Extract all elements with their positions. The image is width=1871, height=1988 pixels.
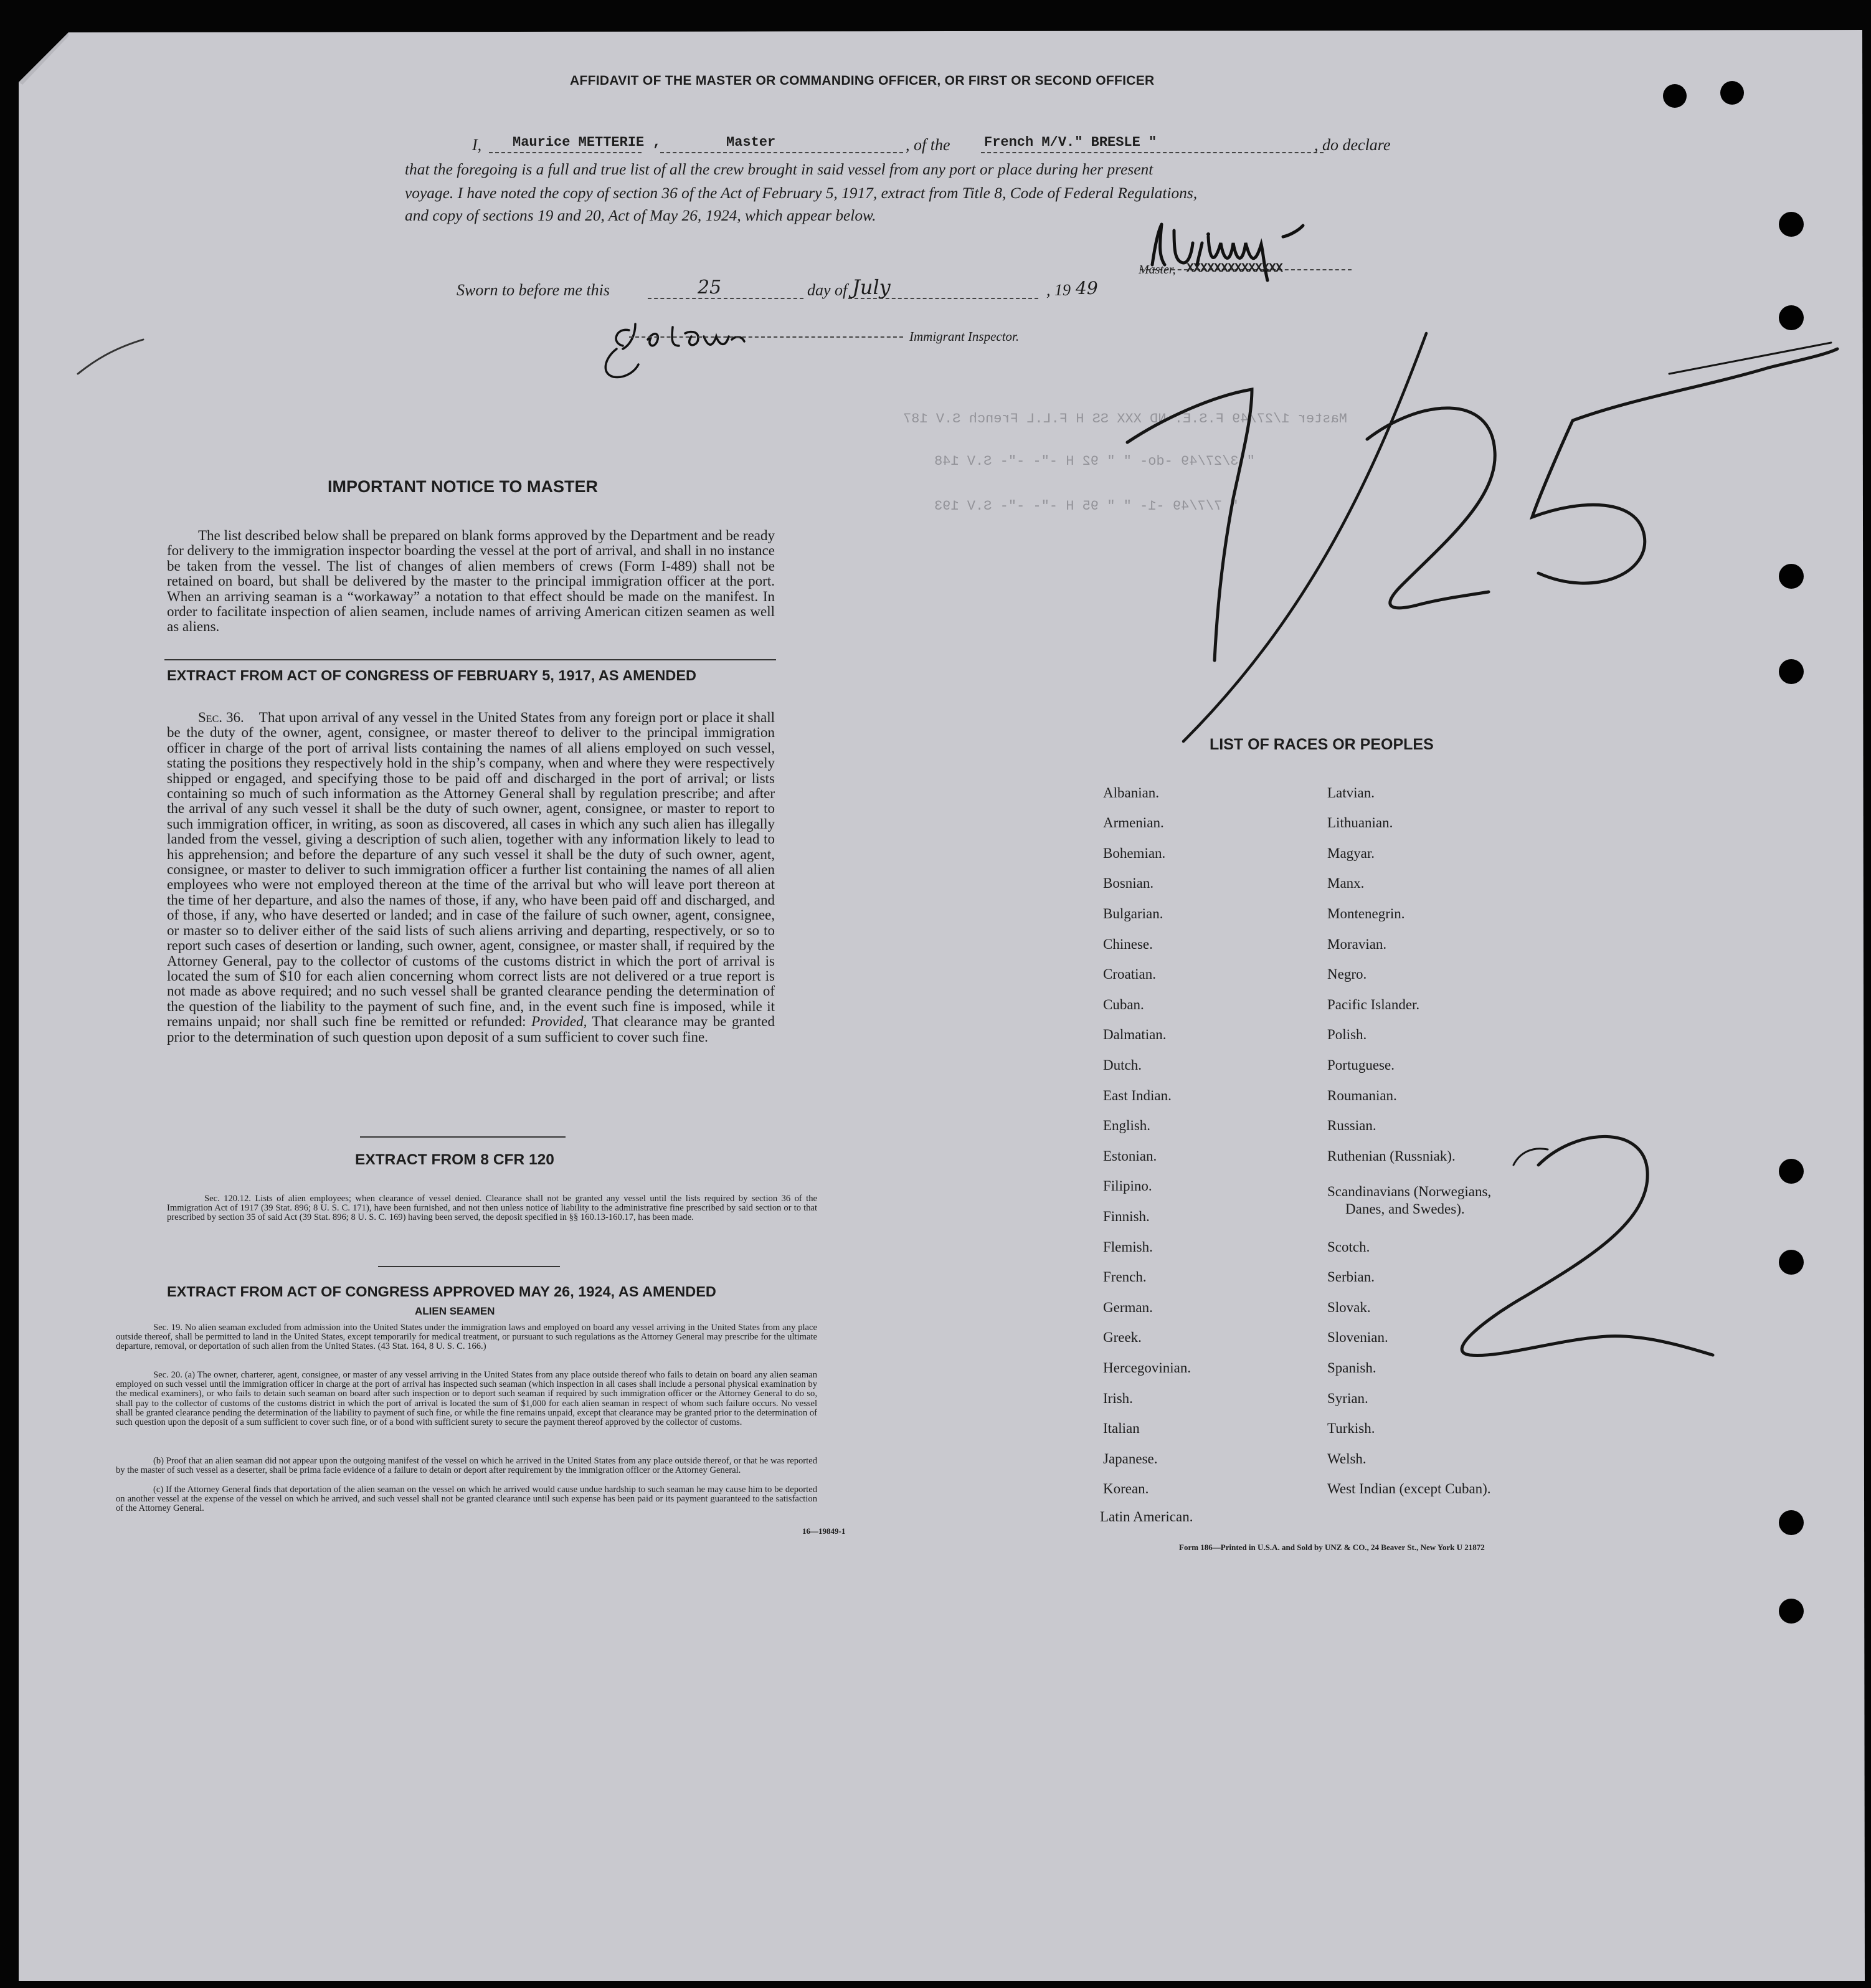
alien-seamen-subtitle: ALIEN SEAMEN	[415, 1305, 495, 1317]
declaration-pronoun: I,	[472, 136, 482, 154]
race-item: Manx.	[1327, 875, 1365, 891]
extract-1924-title: EXTRACT FROM ACT OF CONGRESS APPROVED MAY 26, 1924, AS AMENDED	[167, 1283, 716, 1300]
extract-1917-text	[167, 710, 775, 1045]
race-item: Albanian.	[1103, 785, 1160, 801]
race-item: Finnish.	[1103, 1209, 1150, 1224]
declaration-line: voyage. I have noted the copy of section 36 of the Act of February 5, 1917, extract from Title 8, Code of Federal Regulations,	[405, 184, 1198, 202]
important-notice-title: IMPORTANT NOTICE TO MASTER	[328, 477, 598, 496]
race-item: Bosnian.	[1103, 875, 1154, 891]
rank-dotted-line	[660, 152, 903, 153]
name-comma: ,	[653, 135, 661, 150]
declaration-line: and copy of sections 19 and 20, Act of May 26, 1924, which appear below.	[405, 207, 876, 224]
race-item: Filipino.	[1103, 1178, 1152, 1194]
sec36-end: That clearance may be granted prior to the determination of such question upon deposit of a sum sufficient to cover such fine.	[167, 1014, 775, 1045]
race-item: Bohemian.	[1103, 845, 1166, 861]
race-item: Estonian.	[1103, 1148, 1157, 1164]
of-the-label: , of the	[906, 136, 950, 154]
punch-hole	[1779, 1510, 1804, 1535]
race-item: Negro.	[1327, 966, 1367, 982]
race-item: Latvian.	[1327, 785, 1375, 801]
sworn-label: Sworn to before me this	[457, 281, 610, 299]
race-item: Irish.	[1103, 1391, 1133, 1406]
inspector-signature	[592, 312, 766, 386]
race-item: Montenegrin.	[1327, 906, 1405, 921]
sworn-day: 25	[698, 277, 722, 298]
race-item: Cuban.	[1103, 997, 1144, 1012]
race-item: Bulgarian.	[1103, 906, 1163, 921]
race-item: Chinese.	[1103, 936, 1153, 952]
section-divider	[164, 659, 776, 660]
race-item: Japanese.	[1103, 1451, 1158, 1467]
race-item: Moravian.	[1327, 936, 1387, 952]
race-item: Hercegovinian.	[1103, 1360, 1191, 1376]
bleed-through-row: " 7/7/49 -1- " " 95 H -"- -"- S.V 193	[934, 498, 1239, 514]
race-item: Dalmatian.	[1103, 1027, 1167, 1042]
race-item: English.	[1103, 1118, 1151, 1133]
race-item: Slovenian.	[1327, 1329, 1388, 1345]
race-item: West Indian (except Cuban).	[1327, 1481, 1491, 1496]
race-item: East Indian.	[1103, 1088, 1172, 1103]
handwritten-date-mark	[1109, 312, 1844, 748]
pencil-stroke	[75, 336, 149, 380]
sec19-text: Sec. 19. No alien seaman excluded from admission into the United States under the immigration laws and employed on board any vessel arriving in the United States from any place outside thereof, shall be permitted to land in the United States, except temporarily for medical treatment, or pursuant to such regulations as the Attorney General may prescribe for the ultimate departure, removal, or deportation of such alien from the United States. (43 Stat. 164, 8 U. S. C. 166.)	[116, 1323, 817, 1352]
race-item: Spanish.	[1327, 1360, 1376, 1376]
sworn-month: July	[852, 275, 891, 299]
extract-1917-title: EXTRACT FROM ACT OF CONGRESS OF FEBRUARY 5, 1917, AS AMENDED	[167, 667, 697, 683]
race-item: French.	[1103, 1269, 1147, 1285]
day-of-label: day of	[807, 281, 848, 299]
race-item: Syrian.	[1327, 1391, 1368, 1406]
race-item: Portuguese.	[1327, 1057, 1395, 1073]
races-title: LIST OF RACES OR PEOPLES	[1210, 736, 1434, 753]
race-item: Dutch.	[1103, 1057, 1142, 1073]
punch-hole	[1663, 84, 1687, 108]
sec36-body: That upon arrival of any vessel in the United States from any foreign port or place it shall be the duty of the owner, agent, consignee, or master thereof to deliver to the principal immigration officer in charge of the port of arrival lists containing the names of all aliens employed on such vessel, stating the positions they respectively hold in the ship’s company, when and where they were respectively shipped or engaged, and specifying those to be paid off and discharged in the port of arrival; or lists containing so much of such information as the Attorney General shall by regulation prescribe; and after the arrival of any such vessel it shall be the duty of such owner, agent, consignee, or master to report to such immigration officer, in writing, as soon as discovered, all cases in which any such alien has illegally landed from the vessel, giving a description of such alien, together with any information likely to lead to his apprehension; and before the departure of any such vessel it shall be the duty of such owner, agent, consignee, or master to deliver to such immigration officer a further list containing the names of all alien employees who were not employed thereon at the time of the arrival but who will leave port thereon at the time of her departure, and also the names of those, if any, who have been paid off and discharged, and of those, if any, who have deserted or landed; and in case of the failure of such owner, agent, consignee, or master so to deliver either of the said lists of such aliens arriving and departing, respectively, or so to report such cases of desertion or landing, such owner, agent, consignee, or master shall, if required by the Attorney General, pay to the collector of customs of the customs district in which the port of arrival is located the sum of $10 for each alien concerning whom correct lists are not delivered or a true report is not made as above required; and no such vessel shall be granted clearance pending the determination of the question of the liability to the payment of such fine, and, in the event such fine is imposed, while it remains unpaid; nor shall such fine be remitted or refunded:	[167, 710, 775, 1030]
race-item: Flemish.	[1103, 1239, 1153, 1255]
sec20a-text: Sec. 20. (a) The owner, charterer, agent, consignee, or master of any vessel arriving in the United States from any place outside thereof who fails to detain on board any alien seaman employed on such vessel until the immigration officer in charge at the port of arrival has inspected such seaman (which inspection in all cases shall include a personal physical examination by the medical examiners), or who fails to detain such seaman on board after such inspection or to deport such seaman if required by such immigration officer or the Attorney General to do so, shall pay to the collector of customs of the customs district in which the port of arrival is located the sum of $1,000 for each alien seaman in respect of whom such failure occurs. No vessel shall be granted clearance pending the determination of the liability to payment of such fine, or while the fine remains unpaid, except that clearance may be granted prior to the determination of such question upon the deposit of a sum sufficient to cover such fine, or of a bond with sufficient surety to secure the payment thereof approved by the collector of customs.	[116, 1370, 817, 1428]
printer-footer: Form 186—Printed in U.S.A. and Sold by UNZ & CO., 24 Beaver St., New York U 21872	[1179, 1543, 1485, 1552]
race-item: Polish.	[1327, 1027, 1367, 1042]
race-item: Scotch.	[1327, 1239, 1370, 1255]
punch-hole	[1720, 81, 1744, 105]
extract-cfr-title: EXTRACT FROM 8 CFR 120	[355, 1151, 554, 1168]
punch-hole	[1779, 1599, 1804, 1624]
race-item: Scandinavians (Norwegians,	[1327, 1184, 1492, 1199]
race-item: Danes, and Swedes).	[1345, 1201, 1465, 1217]
sec20b-text: (b) Proof that an alien seaman did not appear upon the outgoing manifest of the vessel on which he arrived in the United States from any place outside thereof, or that he was reported by the master of such vessel as a deserter, shall be prima facie evidence of a failure to detain or deport after requirement by the immigration officer or the Attorney General.	[116, 1456, 817, 1476]
race-item: Korean.	[1103, 1481, 1149, 1496]
bleed-through-row: Master 1/27/49 F.S.E. ND XXX SS H F.L.L French S.V 187	[903, 411, 1347, 427]
punch-hole	[1779, 1250, 1804, 1275]
race-item: Roumanian.	[1327, 1088, 1397, 1103]
race-item: Welsh.	[1327, 1451, 1367, 1467]
month-dotted-line	[848, 298, 1038, 299]
punch-hole	[1779, 212, 1804, 237]
race-item: Ruthenian (Russniak).	[1327, 1148, 1456, 1164]
master-label: Master,	[1139, 263, 1176, 277]
important-notice-text: The list described below shall be prepared on blank forms approved by the Department and be ready for delivery to the immigration inspector boarding the vessel at the port of arrival, and shall in no instance be taken from the vessel. The list of changes of alien members of crews (Form I-489) shall not be retained on board, but shall be delivered by the master to the principal immigration officer at the port. When an arriving seaman is a “workaway” a notation to that effect should be made on the manifest. In order to facilitate inspection of alien seamen, include names of arriving American citizen seamen as well as aliens.	[167, 528, 775, 635]
race-item: Magyar.	[1327, 845, 1375, 861]
race-item: Lithuanian.	[1327, 815, 1393, 830]
master-rank: Master	[726, 135, 776, 150]
section-divider	[378, 1266, 560, 1267]
punch-hole	[1779, 1159, 1804, 1184]
race-item: Turkish.	[1327, 1420, 1375, 1436]
section-divider	[360, 1136, 566, 1138]
sec20c-text: (c) If the Attorney General finds that deportation of the alien seaman on the vessel on which he arrived would cause undue hardship to such seaman he may cause him to be deported on another vessel at the expense of the vessel on which he arrived, and such vessel shall not be granted clearance until such expense has been paid or its payment guaranteed to the satisfaction of the Attorney General.	[116, 1485, 817, 1514]
day-dotted-line	[648, 298, 803, 299]
year-label: , 19	[1046, 281, 1071, 299]
vessel-dotted-line	[981, 152, 1324, 153]
declaration-line: that the foregoing is a full and true list of all the crew brought in said vessel from any port or place during her present	[405, 161, 1153, 178]
form-code: 16—19849-1	[802, 1526, 846, 1536]
race-item: Pacific Islander.	[1327, 997, 1420, 1012]
provided-label: Provided,	[531, 1014, 587, 1030]
inspector-label: Immigrant Inspector.	[909, 329, 1020, 344]
race-item: Armenian.	[1103, 815, 1164, 830]
vessel-name: French M/V." BRESLE "	[984, 135, 1157, 150]
master-name: Maurice METTERIE	[513, 135, 645, 150]
sworn-year: 49	[1076, 278, 1098, 298]
race-item: Italian	[1103, 1420, 1140, 1436]
master-signature	[1140, 206, 1345, 293]
race-item: Serbian.	[1327, 1269, 1375, 1285]
race-item: German.	[1103, 1300, 1153, 1315]
bleed-through-row: " 3/27/49 -do- " " 92 H -"- -"- S.V 148	[934, 454, 1255, 469]
extract-cfr-text: Sec. 120.12. Lists of alien employees; when clearance of vessel denied. Clearance shall not be granted any vessel until the lists required by section 36 of the Immigration Act of 1917 (39 Stat. 896; 8 U. S. C. 171), have been furnished, and not then unless notice of liability to the administrative fine prescribed by said section or to that prescribed by section 35 of said Act (39 Stat. 896; 8 U. S. C. 169) having been served, the deposit specified in §§ 160.13-160.17, has been made.	[167, 1194, 817, 1223]
name-dotted-line	[489, 152, 642, 153]
race-item: Croatian.	[1103, 966, 1156, 982]
struck-title: XXXXXXXXXXXXXX	[1187, 262, 1283, 276]
do-declare-label: , do declare	[1314, 136, 1391, 154]
race-item: Russian.	[1327, 1118, 1376, 1133]
sec36-label: Sec. 36.	[198, 710, 244, 725]
race-item: Greek.	[1103, 1329, 1142, 1345]
race-item: Latin American.	[1100, 1509, 1193, 1524]
handwritten-page-mark	[1433, 1115, 1719, 1377]
affidavit-title: AFFIDAVIT OF THE MASTER OR COMMANDING OFFICER, OR FIRST OR SECOND OFFICER	[570, 74, 1155, 88]
race-item: Slovak.	[1327, 1300, 1371, 1315]
inspector-dotted-line	[629, 336, 903, 338]
